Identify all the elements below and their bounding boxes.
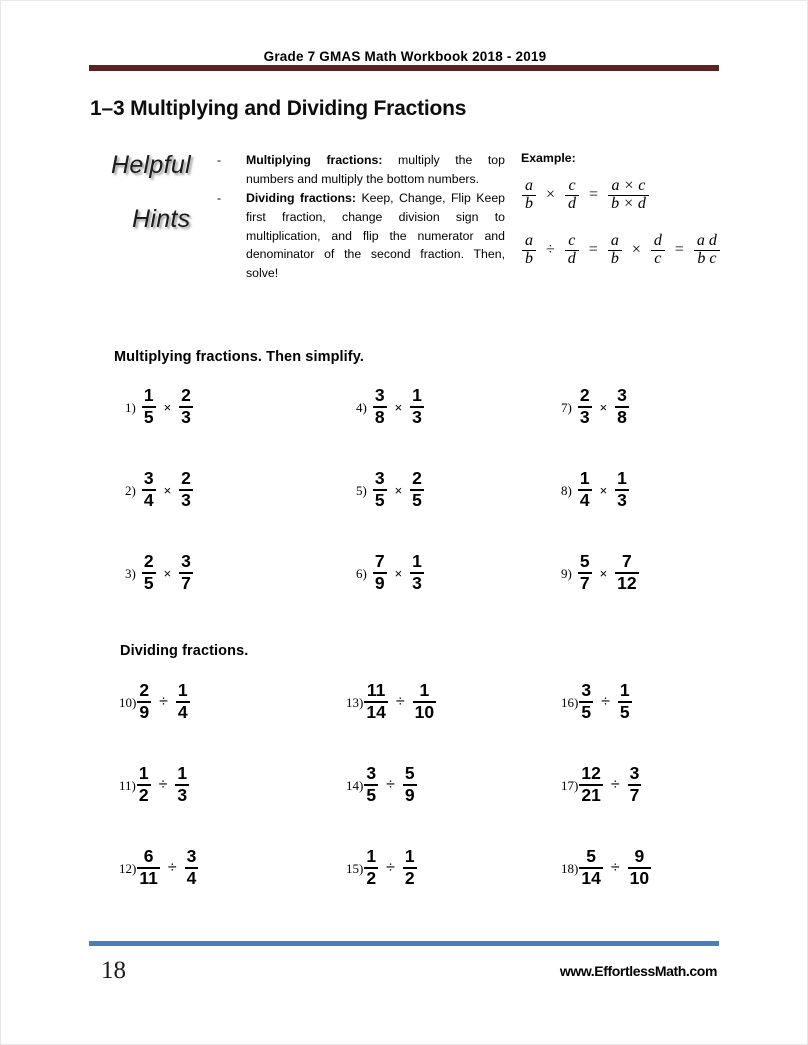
footer-rule — [89, 941, 719, 946]
fraction-first: $\frac{3}{5}$ — [581, 680, 592, 722]
problem-16 — [561, 681, 632, 722]
fraction-second: $\frac{3}{7}$ — [181, 551, 191, 593]
problem-14 — [346, 764, 417, 805]
problem-number: 1) — [125, 399, 136, 415]
problem-6 — [356, 552, 424, 593]
fraction-second: $\frac{5}{9}$ — [404, 763, 415, 805]
problem-12 — [119, 847, 198, 888]
fraction-first: $\frac{1}{5}$ — [143, 385, 154, 427]
fraction-second: $\frac{1}{5}$ — [619, 680, 630, 722]
divide-operator: ÷ — [546, 241, 555, 259]
fraction-first: $\frac{2}{5}$ — [143, 551, 154, 593]
multiply-operator: × — [163, 482, 172, 498]
multiply-operator: × — [599, 482, 608, 498]
problem-4 — [356, 386, 424, 427]
divide-operator: ÷ — [167, 859, 177, 877]
fraction-first: $\frac{1}{2}$ — [138, 763, 149, 805]
problem-5 — [356, 469, 424, 510]
divide-operator: ÷ — [610, 859, 620, 877]
hints-word: Hints — [132, 205, 191, 233]
problem-number: 9) — [561, 565, 572, 581]
example-fraction: $\frac{c}{d}$ — [565, 233, 579, 268]
bullet-dash-icon: - — [217, 191, 222, 206]
divide-operator: ÷ — [159, 693, 168, 711]
hint-text: multiply the top numbers and multiply the bottom numbers. — [246, 153, 505, 186]
problem-number: 6) — [356, 565, 367, 581]
problem-number: 7) — [561, 399, 572, 415]
problem-number: 3) — [125, 565, 136, 581]
fraction-second: $\frac{1}{3}$ — [177, 763, 188, 805]
problem-number: 11) — [119, 777, 136, 793]
fraction-first: $\frac{5}{14}$ — [581, 846, 601, 888]
fraction-second: $\frac{1}{3}$ — [412, 551, 422, 593]
fraction-first: $\frac{3}{5}$ — [366, 763, 377, 805]
fraction-second: $\frac{7}{12}$ — [617, 551, 637, 593]
fraction-second: $\frac{3}{7}$ — [629, 763, 640, 805]
problem-number: 2) — [125, 482, 136, 498]
fraction-first: $\frac{12}{21}$ — [581, 763, 601, 805]
fraction-second: $\frac{1}{2}$ — [404, 846, 415, 888]
problem-1 — [125, 386, 193, 427]
multiply-operator: × — [163, 399, 172, 415]
problem-2 — [125, 469, 193, 510]
fraction-second: $\frac{1}{3}$ — [412, 385, 422, 427]
section-heading-multiplying: Multiplying fractions. Then simplify. — [114, 349, 364, 365]
fraction-first: $\frac{2}{3}$ — [579, 385, 590, 427]
problem-number: 12) — [119, 860, 137, 876]
divide-operator: ÷ — [610, 776, 620, 794]
example-fraction: $\frac{d}{c}$ — [651, 233, 665, 268]
section-heading-dividing: Dividing fractions. — [120, 643, 249, 659]
example-equation-division — [521, 233, 721, 268]
fraction-first: $\frac{5}{7}$ — [579, 551, 590, 593]
divide-operator: ÷ — [601, 693, 610, 711]
multiply-operator: × — [546, 186, 556, 204]
hint-item — [217, 189, 505, 282]
fraction-second: $\frac{9}{10}$ — [629, 846, 650, 888]
page-number: 18 — [101, 957, 126, 984]
fraction-first: $\frac{3}{8}$ — [374, 385, 385, 427]
equals-operator: = — [588, 241, 598, 259]
example-label: Example: — [521, 151, 576, 165]
problem-number: 16) — [561, 694, 579, 710]
fraction-first: $\frac{1}{2}$ — [366, 846, 377, 888]
multiply-operator: × — [631, 241, 641, 259]
problem-11 — [119, 764, 189, 805]
example-fraction: $\frac{\text{a d}}{\text{b c}}$ — [694, 233, 720, 268]
header-rule — [89, 65, 719, 71]
fraction-second: $\frac{1}{3}$ — [617, 468, 627, 510]
example-fraction: $\frac{a}{b}$ — [522, 178, 536, 213]
divide-operator: ÷ — [386, 859, 395, 877]
fraction-first: $\frac{1}{4}$ — [579, 468, 590, 510]
problem-number: 17) — [561, 777, 579, 793]
fraction-second: $\frac{1}{4}$ — [177, 680, 188, 722]
multiply-operator: × — [599, 399, 608, 415]
problem-number: 10) — [119, 694, 137, 710]
fraction-second: $\frac{2}{5}$ — [412, 468, 422, 510]
example-fraction: $\frac{a \times c}{b \times d}$ — [608, 178, 649, 213]
example-fraction: $\frac{a}{b}$ — [608, 233, 622, 268]
fraction-first: $\frac{2}{9}$ — [139, 680, 150, 722]
fraction-second: $\frac{3}{8}$ — [617, 385, 627, 427]
problem-8 — [561, 469, 629, 510]
problem-9 — [561, 552, 639, 593]
problem-number: 13) — [346, 694, 364, 710]
multiply-operator: × — [394, 565, 403, 581]
problem-13 — [346, 681, 436, 722]
problem-10 — [119, 681, 190, 722]
multiply-operator: × — [599, 565, 608, 581]
problem-number: 18) — [561, 860, 579, 876]
hint-lead: Multiplying fractions: — [246, 153, 383, 167]
fraction-first: $\frac{6}{11}$ — [139, 846, 158, 888]
hint-lead: Dividing fractions: — [246, 191, 356, 206]
divide-operator: ÷ — [158, 776, 168, 794]
fraction-first: $\frac{3}{4}$ — [143, 468, 154, 510]
fraction-second: $\frac{3}{4}$ — [186, 846, 197, 888]
example-fraction: $\frac{a}{b}$ — [522, 233, 536, 268]
problem-number: 5) — [356, 482, 367, 498]
problem-18 — [561, 847, 651, 888]
website-url[interactable]: www.EffortlessMath.com — [559, 963, 717, 979]
hint-item — [217, 151, 505, 188]
fraction-first: $\frac{7}{9}$ — [374, 551, 385, 593]
fraction-first: $\frac{3}{5}$ — [374, 468, 385, 510]
fraction-first: $\frac{11}{14}$ — [366, 680, 386, 722]
problem-number: 15) — [346, 860, 364, 876]
page-title: 1–3 Multiplying and Dividing Fractions — [90, 97, 467, 120]
hints-list — [217, 151, 505, 284]
multiply-operator: × — [394, 399, 403, 415]
fraction-second: $\frac{2}{3}$ — [181, 468, 191, 510]
fraction-second: $\frac{1}{10}$ — [414, 680, 435, 722]
problem-number: 14) — [346, 777, 364, 793]
multiply-operator: × — [163, 565, 172, 581]
equals-operator: = — [589, 186, 599, 204]
problem-7 — [561, 386, 629, 427]
equals-operator: = — [674, 241, 684, 259]
problem-15 — [346, 847, 417, 888]
problem-17 — [561, 764, 641, 805]
multiply-operator: × — [394, 482, 403, 498]
hint-text: Keep, Change, Flip Keep first fraction, change division sign to multiplication, and flip the numerator and denominator of the second fraction. Then, solve! — [246, 191, 506, 281]
divide-operator: ÷ — [386, 776, 395, 794]
helpful-word: Helpful — [111, 151, 191, 179]
running-header: Grade 7 GMAS Math Workbook 2018 - 2019 — [263, 49, 547, 64]
fraction-second: $\frac{2}{3}$ — [181, 385, 191, 427]
problem-number: 4) — [356, 399, 367, 415]
problem-number: 8) — [561, 482, 572, 498]
example-equation-multiplication — [521, 178, 650, 213]
problem-3 — [125, 552, 193, 593]
example-fraction: $\frac{c}{d}$ — [565, 178, 579, 213]
divide-operator: ÷ — [395, 693, 405, 711]
bullet-dash-icon: - — [217, 153, 222, 167]
